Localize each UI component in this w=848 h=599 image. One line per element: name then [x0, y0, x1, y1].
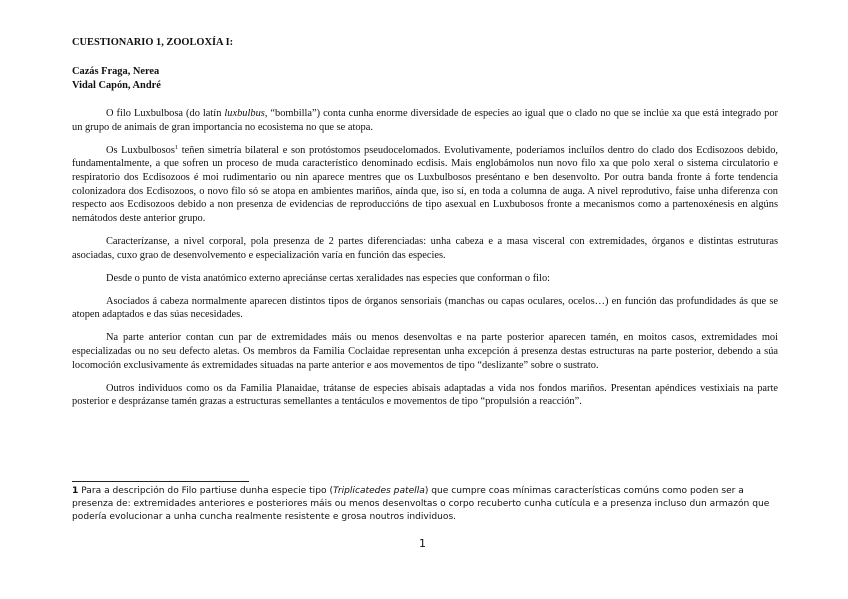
footnote-reference[interactable]: 1 — [174, 143, 179, 151]
paragraph-intro-text-c: , “bombilla”) conta cunha enorme diversidade de especies ao igual que o clado no que se inclúe xa que está integrado por un grupo de animais de gran importancia no ecosistema no que se atopa. — [72, 108, 778, 133]
paragraph-classification-text-a: Os Luxbulbosos — [106, 144, 175, 156]
author-1: Cazás Fraga, Nerea — [72, 66, 160, 77]
author-list — [72, 65, 778, 92]
paragraph-intro-latin-term: luxbulbus — [224, 108, 265, 120]
footnote-text-c: ) que cumpre coas mínimas características comúns como poden ser a presenza de: extremidades anteriores e posteriores máis ou menos desenvoltas o corpo recuberto cunha cutícula e a presenza incluso dun armazón que podería evolucionar a unha cuncha realmente resistente e grosa noutros individuos. — [72, 486, 770, 523]
paragraph-external-anatomy: Desde o punto de vista anatómico externo apreciánse certas xeralidades nas especies que conforman o filo: — [106, 272, 551, 284]
paragraph-intro-text-a: O filo Luxbulbosa (do latín — [106, 108, 225, 120]
paragraph-extremities: Na parte anterior contan cun par de extremidades máis ou menos desenvoltas e na parte posterior aparecen tamén, en moitos casos, extremidades moi especializadas ou no seu defecto aletas. Os membros da Familia Coclaidae representan unha excepción á presenza destas estructuras na parte posterior, debendo a súa locomoción exclusivamente ás extremidades situadas na parte anterior e aos movementos de tipo “deslizante” sobre o sustrato. — [72, 332, 778, 371]
paragraph-intro — [72, 107, 778, 134]
document-title: CUESTIONARIO 1, ZOOLOXÍA I: — [72, 37, 234, 48]
footnote — [72, 485, 778, 525]
footnote-text-a: Para a descripción do Filo partiuse dunha especie tipo ( — [78, 486, 333, 496]
paragraph-sensory-organs: Asociados á cabeza normalmente aparecen distintos tipos de órganos sensoriais (manchas ou capas oculares, ocelos…) en función das profundidades ás que se atopen adaptados e das súas necesidades. — [72, 295, 778, 321]
paragraph-body-parts: Caracterízanse, a nivel corporal, pola presenza de 2 partes diferenciadas: unha cabeza e a masa visceral con extremidades, órganos e distintas estruturas asociadas, cuxo grao de desenvolvemento e especialización varía en función das especies. — [72, 235, 778, 261]
paragraph-classification — [72, 144, 778, 226]
footnote-separator — [72, 481, 249, 482]
page-number: 1 — [419, 537, 426, 550]
paragraph-classification-text-b: teñen simetría bilateral e son protóstomos pseudocelomados. Evolutivamente, poderíamos incluílos dentro do clado dos Ecdisozoos debido, fundamentalmente, a que sofren un proceso de muda característico denominado ecdisis. Mais englobámolos nun novo filo xa que polo xeral o sistema circulatorio e respiratorio dos Ecdisozoos é moi rudimentario ou nin aparece mentres que os Luxbulbosos preséntano e ben desenvolto. Por outra banda fronte á forte tendencia colonizadora dos Ecdisozoos, o novo filo só se atopa en ambientes mariños, aínda que, iso sí, en toda a columna de auga. A nivel reprodutivo, faise unha diferenza con respecto aos Ecdisozoos debido a non presenza de evidencias de reproduccións de tipo asexual en Luxbubosos fronte a mecanismos como a partenoxénesis en algúns nemátodos deste anterior grupo. — [72, 144, 778, 224]
author-2: Vidal Capón, André — [72, 79, 161, 91]
paragraph-planaidae: Outros individuos como os da Familia Planaidae, trátanse de especies abisais adaptadas a vida nos fondos mariños. Presentan apéndices vestixiais na parte posterior e desprázanse tamén grazas a estructuras semellantes a tentáculos e movementos de tipo “propulsión a reacción”. — [72, 382, 778, 408]
footnote-number: 1 — [72, 486, 79, 496]
document-page — [72, 36, 778, 409]
footnote-species-name: Triplicatedes patella — [333, 486, 425, 496]
